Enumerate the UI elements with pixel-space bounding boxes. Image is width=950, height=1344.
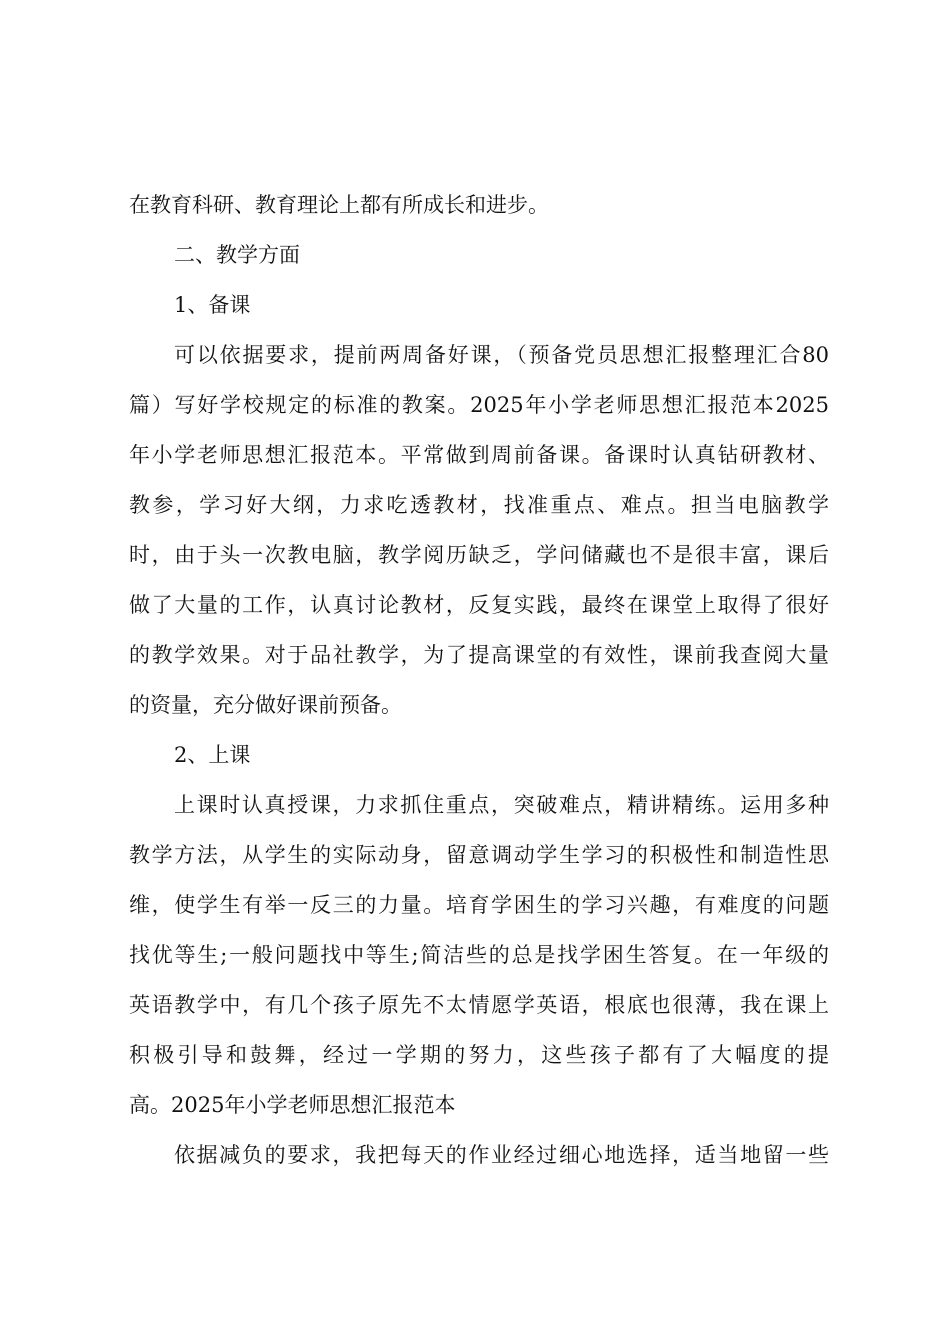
- text-line: 维，使学生有举一反三的力量。培育学困生的学习兴趣，有难度的问题: [129, 893, 829, 917]
- text-line: 教学方法，从学生的实际动身，留意调动学生学习的积极性和制造性思: [129, 843, 829, 867]
- text-line: 时，由于头一次教电脑，教学阅历缺乏，学问储藏也不是很丰富，课后: [129, 543, 829, 567]
- text-line: 积极引导和鼓舞，经过一学期的努力，这些孩子都有了大幅度的提: [129, 1043, 829, 1067]
- text-line: 做了大量的工作，认真讨论教材，反复实践，最终在课堂上取得了很好: [129, 593, 829, 617]
- text-line: 上课时认真授课，力求抓住重点，突破难点，精讲精练。运用多种: [174, 793, 829, 817]
- text-line: 篇）写好学校规定的标准的教案。2025年小学老师思想汇报范本2025: [129, 393, 829, 417]
- subsection-heading: 2、上课: [174, 743, 251, 767]
- text-line: 高。2025年小学老师思想汇报范本: [129, 1093, 456, 1117]
- text-line: 可以依据要求，提前两周备好课，（预备党员思想汇报整理汇合80: [174, 343, 829, 367]
- text-line: 在教育科研、教育理论上都有所成长和进步。: [129, 193, 549, 217]
- text-line: 英语教学中，有几个孩子原先不太情愿学英语，根底也很薄，我在课上: [129, 993, 829, 1017]
- text-line: 的教学效果。对于品社教学，为了提高课堂的有效性，课前我查阅大量: [129, 643, 829, 667]
- section-heading: 二、教学方面: [174, 243, 300, 267]
- text-line: 依据减负的要求，我把每天的作业经过细心地选择，适当地留一些: [174, 1143, 829, 1167]
- text-line: 找优等生;一般问题找中等生;简洁些的总是找学困生答复。在一年级的: [129, 943, 829, 967]
- text-line: 的资量，充分做好课前预备。: [129, 693, 402, 717]
- text-line: 年小学老师思想汇报范本。平常做到周前备课。备课时认真钻研教材、: [129, 443, 829, 467]
- text-line: 教参，学习好大纲，力求吃透教材，找准重点、难点。担当电脑教学: [129, 493, 829, 517]
- subsection-heading: 1、备课: [174, 293, 251, 317]
